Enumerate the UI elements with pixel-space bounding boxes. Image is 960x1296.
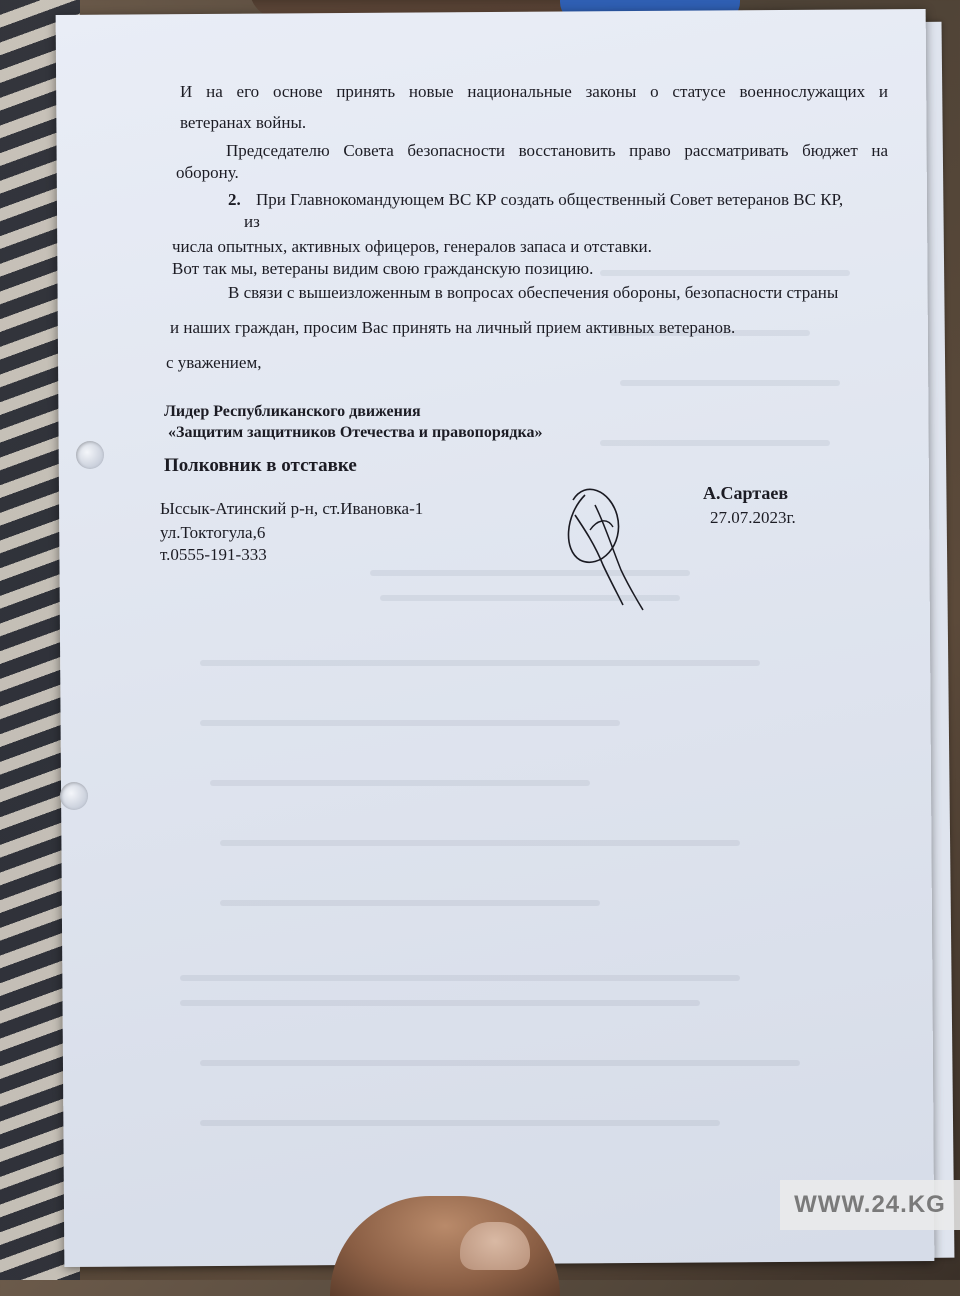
paragraph-4-line-2: и наших граждан, просим Вас принять на личный прием активных ветеранов. xyxy=(170,318,736,337)
signature-rank: Полковник в отставке xyxy=(164,455,357,476)
closing-salutation: с уважением, xyxy=(166,353,262,372)
item-2-line-2: из xyxy=(244,212,260,231)
item-2-line-1: При Главнокомандующем ВС КР создать общественный Совет ветеранов ВС КР, xyxy=(256,190,844,209)
signature-title-line-1: Лидер Республиканского движения xyxy=(164,403,421,420)
paragraph-2-line-1: Председателю Совета безопасности восстановить право рассматривать бюджет на xyxy=(226,141,888,160)
address-phone: т.0555-191-333 xyxy=(160,545,267,564)
signature-title-line-2: «Защитим защитников Отечества и правопорядка» xyxy=(168,424,543,441)
paragraph-3: Вот так мы, ветераны видим свою гражданскую позицию. xyxy=(172,259,594,278)
address-line-1: Ыссык-Атинский р-н, ст.Ивановка-1 xyxy=(160,499,424,518)
address-line-2: ул.Токтогула,6 xyxy=(160,523,266,542)
handwritten-signature xyxy=(555,475,665,615)
paragraph-1-line-2: ветеранах войны. xyxy=(180,113,307,132)
signer-name: А.Сартаев xyxy=(703,483,789,503)
thumb-nail xyxy=(460,1222,530,1270)
letter-date: 27.07.2023г. xyxy=(710,508,796,527)
paragraph-4-line-1: В связи с вышеизложенным в вопросах обеспечения обороны, безопасности страны xyxy=(228,283,839,302)
item-2-line-3: числа опытных, активных офицеров, генералов запаса и отставки. xyxy=(172,237,652,256)
paragraph-1-line-1: И на его основе принять новые национальные законы о статусе военнослужащих и xyxy=(180,82,888,101)
site-watermark: WWW.24.KG xyxy=(780,1180,960,1230)
paragraph-2-line-2: оборону. xyxy=(176,163,239,182)
item-2-number: 2. xyxy=(228,190,241,209)
